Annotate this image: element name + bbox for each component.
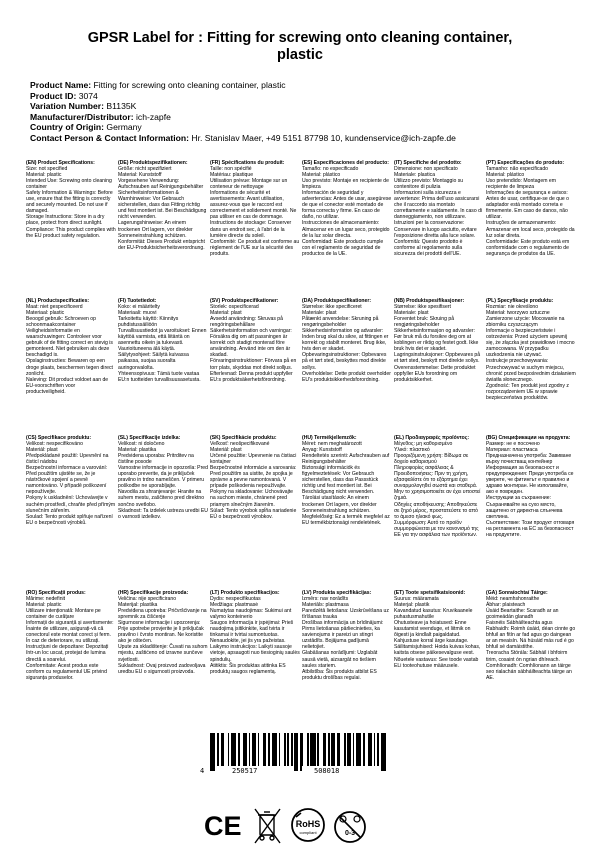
spec-heading: (NB) Produktspesifikasjoner: [394, 298, 465, 304]
spec-heading: (SK) Špecifikácie produktu: [210, 435, 277, 441]
spec-text: Mărime: nedefinit Material: plastic Utilizare intenționată: Montare pe container de curățare Informații de siguranță și avertismente: Înainte de utilizare, asigurați-vă că conectorul este montat corect și ferm. În caz de deteriorare, nu utilizați. Instrucțiuni de depozitare: Depozitați într-un loc uscat, protejat de lumina directă a soarelui. Conformitate: Acest produs este conform cu regulamentul UE privind siguranța produselor. [26, 596, 114, 681]
barcode-bar [333, 733, 335, 766]
spec-heading: (ET) Toote spetsifikatsioonid: [394, 590, 466, 596]
spec-heading: (EL) Προδιαγραφές προϊόντος: [394, 435, 470, 441]
origin-row [30, 122, 456, 133]
barcode-bar [265, 733, 267, 766]
title-line-2: plastic [277, 47, 323, 63]
rohs-badge-icon [292, 809, 324, 841]
spec-hr [118, 590, 208, 718]
spec-text: Størrelse: ikke specificeret Materiale: plast Påtænkt anvendelse: Skruning på rengøringsbeholder Sikkerhedsinformation og advarsler: Inden brug skal du sikre, at fittingen er korrekt og stabilt monteret. Brug ikke, hvis den er skadet. Opbevaringsinstruktioner: Opbevares på et tørt sted, beskyttes mod direkte sollys. Overholdelse: Dette produkt overholder EU's produktsikkerhedsforordning. [302, 304, 391, 383]
spec-text: Velikost: ni določeno Material: plastika Predvidena uporaba: Pritrditev na čistilne posode Varnostne informacije in opozorila: Pred uporabo preverite, da je priključek pravilno in trdno nameščen. V primeru poškodbe ne uporabljajte. Navodila za shranjevanje: Hranite na suhem mestu, zaščiteno pred direktno sončno svetlobo. Skladnost: Ta izdelek ustreza uredbi EU o varnosti izdelkov. [118, 441, 208, 520]
barcode-digit-lead: 4 [200, 767, 205, 775]
contact-row [30, 133, 456, 144]
spec-et [394, 590, 484, 718]
spec-text: Suurus: määramata Materjal: plastik Kavandatud kasutus: Kruvikaanele puhastusmahutile Ohutusteave ja hoiatused: Enne kasutamist veenduge, et liitmik on õigesti ja kindlalt paigaldatud. Kahjustuse korral ärge kasutage. Säilitamisjuhised: Hoida kuivas kohas, kaitsta otsese päikesevalguse eest. Nõuetele vastavus: See toode vastab ELi tooteohutuse määrusele. [394, 596, 481, 669]
barcode-bar [344, 733, 346, 766]
spec-text: Size: not specified Material: plastic Intended Use: Screwing onto cleaning container Safety Information & Warnings: Before use, ensure that the fitting is correctly and securely mounted. Do not use if damaged. Storage Instructions: Store in a dry place, protect from direct sunlight. Compliance: This product complies with the EU product safety regulation. [26, 166, 116, 239]
barcode-bar [284, 733, 286, 766]
manufacturer-row [30, 112, 456, 123]
spec-nb [394, 298, 484, 416]
spec-text: Tamaño: no especificado Material: plástico Uso previsto: Montaje en recipiente de limpieza Información de seguridad y advertencias: Antes de usar, asegúrese de que el conector esté montado de forma correcta y firme. En caso de daño, no utilizar. Instrucciones de almacenamiento: Almacenar en un lugar seco, protegido de la luz solar directa. Conformidad: Este producto cumple con el reglamento de seguridad de productos de la UE. [302, 166, 392, 257]
barcode-bar [254, 733, 256, 766]
spec-lt [210, 590, 300, 718]
spec-sk [210, 435, 300, 573]
barcode-bar [268, 733, 270, 766]
spec-heading: (BG) Спецификации на продукта: [486, 435, 571, 441]
age-warning-icon [335, 812, 365, 842]
contact-value: Hr. Stanislav Maer, +49 5151 87798 10, kundenservice@ich-zapfe.de [191, 132, 456, 143]
spec-da [302, 298, 392, 416]
barcode-bar [302, 733, 304, 766]
variation-value: B1135K [106, 101, 137, 112]
spec-text: Koko: ei määritelty Materiaali: muovi Tarkoitettu käyttö: Kiinnitys puhdistussäiliöön Turvallisuustiedot ja varoitukset: Ennen käyttöä varmista, että liitäntä on asennettu oikein ja tukevasti. Vaurioituneena älä käytä. Säilytysohjeet: Säilytä kuivassa paikassa, suojaa suoralta auringonvalolta. Yhteensopivuus: Tämä tuote vastaa EU:n tuotteiden turvallisuusasetusta. [118, 304, 207, 383]
product-id-label: Product ID: [30, 90, 77, 101]
spec-heading: (SL) Specifikacije izdelka: [118, 435, 181, 441]
page-title [20, 30, 580, 64]
spec-text: Velikost: nespecifikováno Materiál: plast Předpokládané použití: Upevnění na čisticí nádobu Bezpečnostní informace a varování: Před použitím ujistěte se, že je nástrčkové spojení a pevně namontováno. V případě poškození nepoužívejte. Pokyny k uskladnění: Uchovávejte v suchém prostředí, chraňte před přímým slunečním zářením. Soulad: Tento produkt splňuje nařízení EU o bezpečnosti výrobků. [26, 441, 116, 526]
spec-text: Méid: neamhshonraithe Ábhar: plaisteach Úsáid Beartaithe: Scaradh ar an gcoimeádán glanadh Faisnéis Sábháilteachta agus Rabhaidh: Roimh úsáid, déan cinnte go bhfuil an fitín ar fad agus go daingean ar an meaisín. Ná húsáid más rud é go bhfuil sé damáistithe. Treoracha Stórála: Sábháil i bhfoirm tirim, cosaint ón ngrian dhíreach. Comhlíonadh: Comhlíonann an táirge seo rialachán sábháilteachta táirge an AE. [486, 596, 576, 681]
barcode-bar [353, 733, 355, 766]
svg-text:0-3: 0-3 [344, 830, 356, 837]
barcode-group-left: 250517 [232, 767, 258, 775]
spec-row-3 [26, 435, 576, 573]
barcode-bar [238, 733, 240, 766]
spec-heading: (PL) Specyfikacje produktu: [486, 298, 554, 304]
spec-it [394, 160, 484, 280]
barcode-bar [258, 733, 260, 766]
spec-hu [302, 435, 392, 573]
origin-label: Country of Origin: [30, 122, 104, 133]
spec-text: Tamanho: não especificado Material: plástico Uso pretendido: Montagem em recipiente de limpeza Informações de segurança e avisos: Antes de usar, certifique-se de que o adaptador está montado correta e firmemente. Em caso de danos, não utilizar. Instruções de armazenamento: Armazenar em local seco, protegido da luz solar direta. Conformidade: Este produto está em conformidade com o regulamento de segurança de produtos da UE. [486, 166, 575, 257]
spec-text: Storlek: ospecificerad Material: plast Avsedd användning: Skruvas på rengöringsbehållare Säkerhetsinformation och varningar: Försäkra dig om att passningen är korrekt och stadigt monterad före användning. Använd inte om den är skadad. Förvaringsinstruktioner: Förvara på en torr plats, skyddas mot direkt solljus. Efterlevnad: Denna produkt uppfyller EU:s produktsäkerhetsförordning. [210, 304, 297, 383]
barcode-bar [314, 733, 316, 766]
product-name-row [30, 80, 456, 91]
spec-cs [26, 435, 116, 573]
spec-text: Méret: nem meghatározott Anyag: Kunststoff Rendeltetés szerinti: Aufschrauben auf Reinigungsbehälter Biztonsági információk és figyelmeztetések: Vor Gebrauch sicherstellen, dass das Passstück richtig und fest montiert ist. Bei Beschädigung nicht verwenden. Tárolási utasítások: An einem trockenen Ort lagern, vor direkter Sonneneinstrahlung schützen. Megfelelőség: Ez a termék megfelel az EU termékbiztonsági rendeletének. [302, 441, 390, 526]
barcode-bar [370, 733, 372, 766]
product-id-row [30, 91, 456, 102]
spec-row-1 [26, 160, 576, 280]
ce-mark-icon [204, 811, 242, 841]
barcode-bars [210, 733, 386, 766]
spec-text: Размер: не е посочено Материал: пластмаса Предназначена употреба: Завиване върху почистващ контейнер Информация за безопасност и предупреждения: Преди употреба се уверете, че фитингът е правилно и здраво монтиран. Не използвайте, ако е повреден. Инструкции за съхранение: Съхранявайте на сухо място, защитено от директна слънчева светлина. Съответствие: Този продукт отговаря на регламента на ЕС за безопасност на продуктите. [486, 441, 575, 538]
spec-ga [486, 590, 576, 718]
manufacturer-value: ich-zapfe [136, 111, 171, 122]
spec-heading: (IT) Specifiche del prodotto: [394, 160, 462, 166]
product-id-value: 3074 [78, 90, 98, 101]
spec-sv [210, 298, 300, 416]
spec-heading: (DE) Produktspezifikationen: [118, 160, 188, 166]
spec-heading: (SV) Produktspecifikationer: [210, 298, 279, 304]
spec-text: Taille: non spécifié Matériau: plastique Utilisation prévue: Montage sur un conteneur de nettoyage Informations de sécurité et avertissements: Avant utilisation, assurez-vous que le raccord est correctement et solidement monté. Ne pas utiliser en cas de dommage. Instructions de stockage: Conserver dans un endroit sec, à l'abri de la lumière directe du soleil. Conformité: Ce produit est conforme au règlement de l'UE sur la sécurité des produits. [210, 166, 300, 257]
spec-heading: (FI) Tuotetiedot: [118, 298, 157, 304]
barcode-bar [374, 733, 376, 766]
spec-text: Rozmiar: nie określono Materiał: tworzywo sztuczne Zamierzone użycie: Mocowanie na zbiorniku czyszczącym Informacje o bezpieczeństwie i ostrzeżenia: Przed użyciem upewnij się, że złączka jest prawidłowo i mocno zamocowana. W przypadku uszkodzenia nie używać. Instrukcje przechowywania: Przechowywać w suchym miejscu, chronić przed bezpośrednim działaniem światła słonecznego. Zgodność: Ten produkt jest zgodny z rozporządzeniem UE w sprawie bezpieczeństwa produktów. [486, 304, 576, 401]
spec-el [394, 435, 484, 573]
spec-heading: (CS) Specifikace produktu: [26, 435, 92, 441]
spec-text: Størrelse: ikke spesifisert Materiale: plast Forventet bruk: Skruing på rengjøringsbeholder Sikkerhetsinformasjon og advarsler: Før bruk må du forsikre deg om at koblingen er riktig og festet godt. Ikke bruk hvis det er skadet. Lagringsinstruksjoner: Oppbevares på et tørt sted, beskytt mot direkte sollys. Overensstemmelse: Dette produktet oppfyller EUs forordning om produktsikkerhet. [394, 304, 481, 383]
barcode-bar [360, 733, 362, 766]
spec-heading: (DA) Produktspecifikationer: [302, 298, 372, 304]
barcode-bar [377, 733, 379, 766]
spec-nl [26, 298, 116, 416]
barcode-bar [384, 733, 386, 771]
contact-label: Contact Person & Contact Information: [30, 132, 189, 143]
spec-heading: (EN) Product Specifications: [26, 160, 95, 166]
barcode-bar [307, 733, 309, 766]
spec-text: Größe: nicht spezifiziert Material: Kunststoff Vorgesehene Verwendung: Aufschrauben auf Reinigungsbehälter Sicherheitsinformationen & Warnhinweise: Vor Gebrauch sicherstellen, dass das Fitting richtig und fest montiert ist. Bei Beschädigung nicht verwenden. Lagerungshinweise: An einem trockenen Ort lagern, vor direkter Sonneneinstrahlung schützen. Konformität: Dieses Produkt entspricht der EU-Produktsicherheitsverordnung. [118, 166, 207, 251]
barcode-bar [317, 733, 319, 766]
barcode-bar [287, 733, 289, 766]
spec-row-2 [26, 298, 576, 416]
spec-heading: (FR) Spécifications du produit: [210, 160, 285, 166]
barcode-bar [279, 733, 281, 766]
spec-bg [486, 435, 576, 573]
recycling-bin-icon [255, 809, 280, 843]
product-name-label: Product Name: [30, 80, 92, 90]
svg-text:CE: CE [204, 811, 242, 841]
spec-text: Dydis: nespecifikuotas Medžiaga: plastmasė Numatytas naudojimas: Sukimui ant valymo konteinerio Saugos informacija ir įspėjimai: Prieš naudojimą įsitikinkite, kad tvirta ir tinkamai ir tvirtai sumontuotas. Nenaudokite, jei jis yra pažeistas. Laikymo instrukcijos: Laikyti sausoje vietoje, apsaugoti nuo tiesioginių saulės spindulių. Atitiktis: Šis produktas atitinka ES produktų saugos reglamentą. [210, 596, 300, 675]
spec-ro [26, 590, 116, 718]
variation-row [30, 101, 456, 112]
spec-heading: (RO) Specificații produs: [26, 590, 86, 596]
product-info [30, 80, 456, 144]
spec-heading: (GA) Sonraíochtaí Táirge: [486, 590, 548, 596]
spec-fr [210, 160, 300, 280]
compliance-marks [190, 805, 380, 845]
manufacturer-label: Manufacturer/Distributor: [30, 111, 134, 122]
spec-heading: (NL) Productspecificaties: [26, 298, 90, 304]
barcode-bar [245, 733, 247, 766]
barcode-group-right: 508018 [314, 767, 340, 775]
barcode-bar [249, 733, 251, 766]
barcode-bar [291, 733, 293, 766]
spec-text: Dimensione: non specificato Materiale: plastica Utilizzo previsto: Montaggio su contenitore di pulizia Informazioni sulla sicurezza e avvertenze: Prima dell'uso assicurarsi che il raccordo sia montato correttamente e saldamente. In caso di danneggiamento, non utilizzare. Istruzioni per la conservazione: Conservare in luogo asciutto, evitare l'esposizione diretta alla luce solare. Conformità: Questo prodotto è conforme al regolamento sulla sicurezza dei prodotti dell'UE. [394, 166, 483, 257]
barcode-bar [214, 733, 216, 771]
spec-fi [118, 298, 208, 416]
spec-row-4 [26, 590, 576, 718]
spec-pl [486, 298, 576, 416]
barcode-bar [228, 733, 230, 766]
barcode-bar [217, 733, 219, 766]
spec-heading: (LV) Produkta specifikācijas: [302, 590, 372, 596]
spec-heading: (HU) Termékjellemzők: [302, 435, 357, 441]
spec-text: Μέγεθος: μη καθορισμένο Υλικό: πλαστικό Προοριζόμενη χρήση: Βίδωμα σε δοχείο καθαρισμού Πληροφορίες ασφάλειας & Προειδοποιήσεις: Πριν τη χρήση, εξασφαλίστε ότι το εξάρτημα έχει συναρμολογηθεί σωστά και σταθερά. Μην το χρησιμοποιείτε αν έχει υποστεί ζημιά. Οδηγίες αποθήκευσης: Αποθηκεύστε σε ξηρό μέρος, προστατεύστε το από το άμεσο ηλιακό φως. Συμμόρφωση: Αυτό το προϊόν συμμορφώνεται με τον κανονισμό της ΕΕ για την ασφάλεια των προϊόντων. [394, 441, 481, 538]
spec-sl [118, 435, 208, 573]
barcode-bar [328, 733, 330, 766]
spec-lv [302, 590, 392, 718]
spec-de [118, 160, 208, 280]
spec-en [26, 160, 116, 280]
svg-text:compliant: compliant [299, 830, 317, 835]
spec-heading: (HR) Specifikacije proizvoda: [118, 590, 189, 596]
barcode-bar [349, 733, 351, 766]
spec-text: Maat: niet gespecificeerd Materiaal: plastic Beoogd gebruik: Schroeven op schoonmaakcontainer Veiligheidsinformatie en waarschuwingen: Controleer voor gebruik of de fitting correct en stevig is gemonteerd. Niet gebruiken als deze beschadigd is. Opslaginstructies: Bewaren op een droge plaats, beschermen tegen direct zonlicht. Naleving: Dit product voldoet aan de EU-voorschriften voor productveiligheid. [26, 304, 113, 395]
barcode-bar [338, 733, 340, 766]
spec-text: Izmērs: nav norādīts Materiāls: plastmasa Paredzētā lietošana: Uzskrūvēšana uz tīrīšanas trauka Drošības informācija un brīdinājumi: Pirms lietošanas pārliecinieties, ka savienojums ir pareizi un stingri uzstādīts. Bojājuma gadījumā nelietojiet. Glabāšanas norādījumi: Uzglabāt sausā vietā, aizsargāt no tiešiem saules stariem. Atbilstība: Šis produkts atbilst ES produktu drošības regulai. [302, 596, 389, 681]
origin-value: Germany [106, 122, 142, 133]
svg-text:RoHS: RoHS [295, 819, 321, 829]
barcode-bar [363, 733, 365, 766]
spec-heading: (PT) Especificações do produto: [486, 160, 565, 166]
spec-heading: (LT) Produkto specifikacijos: [210, 590, 280, 596]
spec-text: Veličina: nije specificirano Materijal: plastika Predviđena upotreba: Pričvršćivanje na spremnik za čišćenje Sigurnosne informacije i upozorenja: Prije upotrebe provjerite je li priključak pravilno i čvrsto montiran. Ne koristite ako je oštećen. Upute za skladištenje: Čuvati na suhom mjestu, zaštićeno od izravne sunčeve svjetlosti. Sukladnost: Ovaj proizvod zadovoljava uredbu EU o sigurnosti proizvoda. [118, 596, 208, 675]
spec-es [302, 160, 392, 280]
title-line-1: GPSR Label for : Fitting for screwing onto cleaning container, [87, 30, 513, 46]
product-name-value: Fitting for screwing onto cleaning container, plastic [93, 80, 286, 90]
barcode-bar [296, 733, 298, 771]
spec-heading: (ES) Especificaciones del producto: [302, 160, 389, 166]
barcode-bar [275, 733, 277, 766]
barcode-bar [235, 733, 237, 766]
barcode-bar [324, 733, 326, 766]
spec-text: Veľkosť: neošpecifikované Materiál: plast Určené použitie: Upevnenie na čistiaci kontajner Bezpečnostné informácie a varovania: Pred použitím sa uistite, že spojka je správne a pevne namontovaná. V prípade poškodenia nepoužívajte. Pokyny na skladovanie: Uchovávajte na suchom mieste, chránené pred priamym slnečným žiarením. Súlad: Tento výrobok spĺňa nariadenie EÚ o bezpečnosti výrobkov. [210, 441, 297, 520]
barcode [200, 733, 386, 775]
barcode-bar [222, 733, 224, 766]
spec-pt [486, 160, 576, 280]
variation-label: Variation Number: [30, 101, 105, 112]
